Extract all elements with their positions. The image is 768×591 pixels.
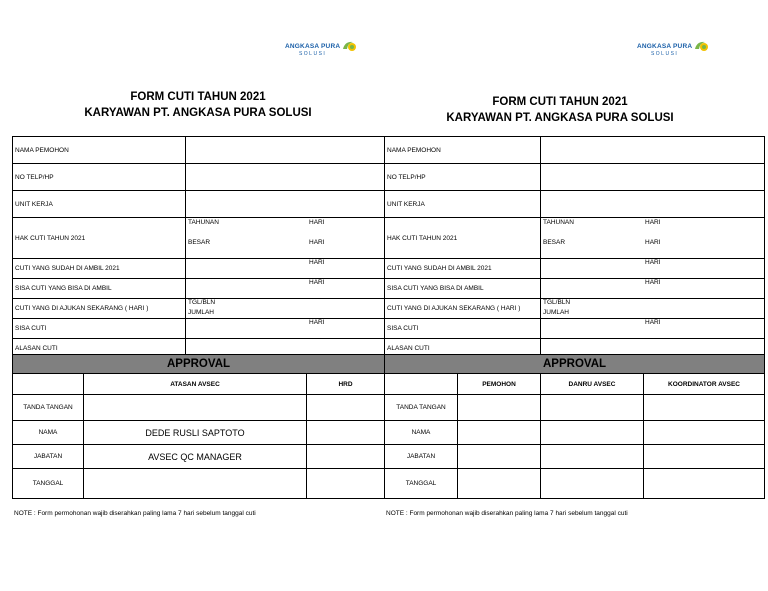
logo-sub: SOLUSI: [298, 50, 327, 57]
tanggal-pemohon[interactable]: [458, 469, 541, 499]
input-unit-kerja[interactable]: [186, 191, 385, 218]
label-hari: HARI: [309, 259, 325, 266]
company-logo-right: [637, 44, 709, 57]
label-tahunan: TAHUNAN: [543, 219, 574, 226]
input-no-telp[interactable]: [541, 164, 765, 191]
approval-table-left: [12, 354, 385, 499]
row-tanggal: TANGGAL: [13, 469, 84, 499]
form-title-left: [60, 89, 336, 121]
label-tgl-bln: TGL/BLN: [543, 299, 571, 306]
label-sudah-ambil: CUTI YANG SUDAH DI AMBIL 2021: [13, 259, 186, 279]
note-right: NOTE : Form permohonan wajib diserahkan paling lama 7 hari sebelum tanggal cuti: [386, 510, 628, 517]
input-nama-pemohon[interactable]: [186, 137, 385, 164]
row-jabatan: JABATAN: [385, 445, 458, 469]
input-sisa-cuti[interactable]: [186, 319, 385, 339]
label-sisa-cuti: SISA CUTI: [13, 319, 186, 339]
label-sudah-ambil: CUTI YANG SUDAH DI AMBIL 2021: [385, 259, 541, 279]
note-left: NOTE : Form permohonan wajib diserahkan paling lama 7 hari sebelum tanggal cuti: [14, 510, 256, 517]
jabatan-koordinator[interactable]: [644, 445, 765, 469]
label-besar: BESAR: [543, 239, 566, 246]
logo-swirl-icon: [341, 40, 357, 54]
jabatan-danru[interactable]: [541, 445, 644, 469]
label-jumlah: JUMLAH: [543, 309, 570, 316]
tanggal-hrd[interactable]: [307, 469, 385, 499]
row-tanggal: TANGGAL: [385, 469, 458, 499]
col-atasan-avsec: ATASAN AVSEC: [84, 374, 307, 395]
nama-atasan: DEDE RUSLI SAPTOTO: [84, 421, 307, 445]
row-nama: NAMA: [13, 421, 84, 445]
input-hak-cuti[interactable]: [186, 218, 385, 259]
tanggal-koordinator[interactable]: [644, 469, 765, 499]
input-sisa-cuti[interactable]: [541, 319, 765, 339]
label-hari: HARI: [645, 259, 661, 266]
label-hak-cuti: HAK CUTI TAHUN 2021: [385, 218, 541, 259]
input-diajukan[interactable]: [541, 299, 765, 319]
label-besar: BESAR: [188, 239, 211, 246]
label-hari: HARI: [309, 219, 325, 226]
input-sisa-bisa[interactable]: [541, 279, 765, 299]
input-sudah-ambil[interactable]: [186, 259, 385, 279]
label-unit-kerja: UNIT KERJA: [385, 191, 541, 218]
input-nama-pemohon[interactable]: [541, 137, 765, 164]
row-tanda-tangan: TANDA TANGAN: [13, 395, 84, 421]
row-nama: NAMA: [385, 421, 458, 445]
label-sisa-bisa: SISA CUTI YANG BISA DI AMBIL: [13, 279, 186, 299]
label-hari: HARI: [309, 279, 325, 286]
input-unit-kerja[interactable]: [541, 191, 765, 218]
label-diajukan: CUTI YANG DI AJUKAN SEKARANG ( HARI ): [385, 299, 541, 319]
jabatan-pemohon[interactable]: [458, 445, 541, 469]
form-title-right: [422, 94, 698, 126]
label-hari: HARI: [309, 239, 325, 246]
sign-koordinator[interactable]: [644, 395, 765, 421]
sign-danru[interactable]: [541, 395, 644, 421]
logo-sub: SOLUSI: [650, 50, 679, 57]
label-hari: HARI: [645, 279, 661, 286]
jabatan-atasan: AVSEC QC MANAGER: [84, 445, 307, 469]
input-hak-cuti[interactable]: [541, 218, 765, 259]
row-jabatan: JABATAN: [13, 445, 84, 469]
col-hrd: HRD: [307, 374, 385, 395]
logo-name: ANGKASA PURA: [637, 43, 693, 50]
nama-pemohon[interactable]: [458, 421, 541, 445]
sign-hrd[interactable]: [307, 395, 385, 421]
label-tgl-bln: TGL/BLN: [188, 299, 216, 306]
input-sudah-ambil[interactable]: [541, 259, 765, 279]
nama-danru[interactable]: [541, 421, 644, 445]
label-hari: HARI: [645, 219, 661, 226]
label-no-telp: NO TELP/HP: [13, 164, 186, 191]
label-sisa-bisa: SISA CUTI YANG BISA DI AMBIL: [385, 279, 541, 299]
leave-form-left: [12, 136, 385, 359]
label-diajukan: CUTI YANG DI AJUKAN SEKARANG ( HARI ): [13, 299, 186, 319]
jabatan-hrd[interactable]: [307, 445, 385, 469]
label-sisa-cuti: SISA CUTI: [385, 319, 541, 339]
col-danru-avsec: DANRU AVSEC: [541, 374, 644, 395]
label-jumlah: JUMLAH: [188, 309, 215, 316]
input-no-telp[interactable]: [186, 164, 385, 191]
label-hari: HARI: [645, 239, 661, 246]
title-line2: KARYAWAN PT. ANGKASA PURA SOLUSI: [84, 107, 312, 119]
empty-header-cell: [385, 374, 458, 395]
title-line1: FORM CUTI TAHUN 2021: [130, 91, 266, 103]
empty-header-cell: [13, 374, 84, 395]
tanggal-atasan[interactable]: [84, 469, 307, 499]
logo-name: ANGKASA PURA: [285, 43, 341, 50]
label-hak-cuti: HAK CUTI TAHUN 2021: [13, 218, 186, 259]
nama-koordinator[interactable]: [644, 421, 765, 445]
label-alasan: ALASAN CUTI: [13, 339, 186, 359]
company-logo-left: [285, 44, 357, 57]
title-line2: KARYAWAN PT. ANGKASA PURA SOLUSI: [446, 112, 674, 124]
sign-pemohon[interactable]: [458, 395, 541, 421]
label-nama-pemohon: NAMA PEMOHON: [13, 137, 186, 164]
label-tahunan: TAHUNAN: [188, 219, 219, 226]
approval-header: APPROVAL: [385, 355, 765, 374]
col-koordinator-avsec: KOORDINATOR AVSEC: [644, 374, 765, 395]
nama-hrd[interactable]: [307, 421, 385, 445]
col-pemohon: PEMOHON: [458, 374, 541, 395]
label-unit-kerja: UNIT KERJA: [13, 191, 186, 218]
label-alasan: ALASAN CUTI: [385, 339, 541, 359]
title-line1: FORM CUTI TAHUN 2021: [492, 96, 628, 108]
logo-swirl-icon: [693, 40, 709, 54]
sign-atasan[interactable]: [84, 395, 307, 421]
label-hari: HARI: [309, 319, 325, 326]
label-no-telp: NO TELP/HP: [385, 164, 541, 191]
approval-header: APPROVAL: [13, 355, 385, 374]
row-tanda-tangan: TANDA TANGAN: [385, 395, 458, 421]
input-diajukan[interactable]: [186, 299, 385, 319]
tanggal-danru[interactable]: [541, 469, 644, 499]
leave-form-right: [384, 136, 765, 359]
label-hari: HARI: [645, 319, 661, 326]
approval-table-right: [384, 354, 765, 499]
label-nama-pemohon: NAMA PEMOHON: [385, 137, 541, 164]
input-sisa-bisa[interactable]: [186, 279, 385, 299]
